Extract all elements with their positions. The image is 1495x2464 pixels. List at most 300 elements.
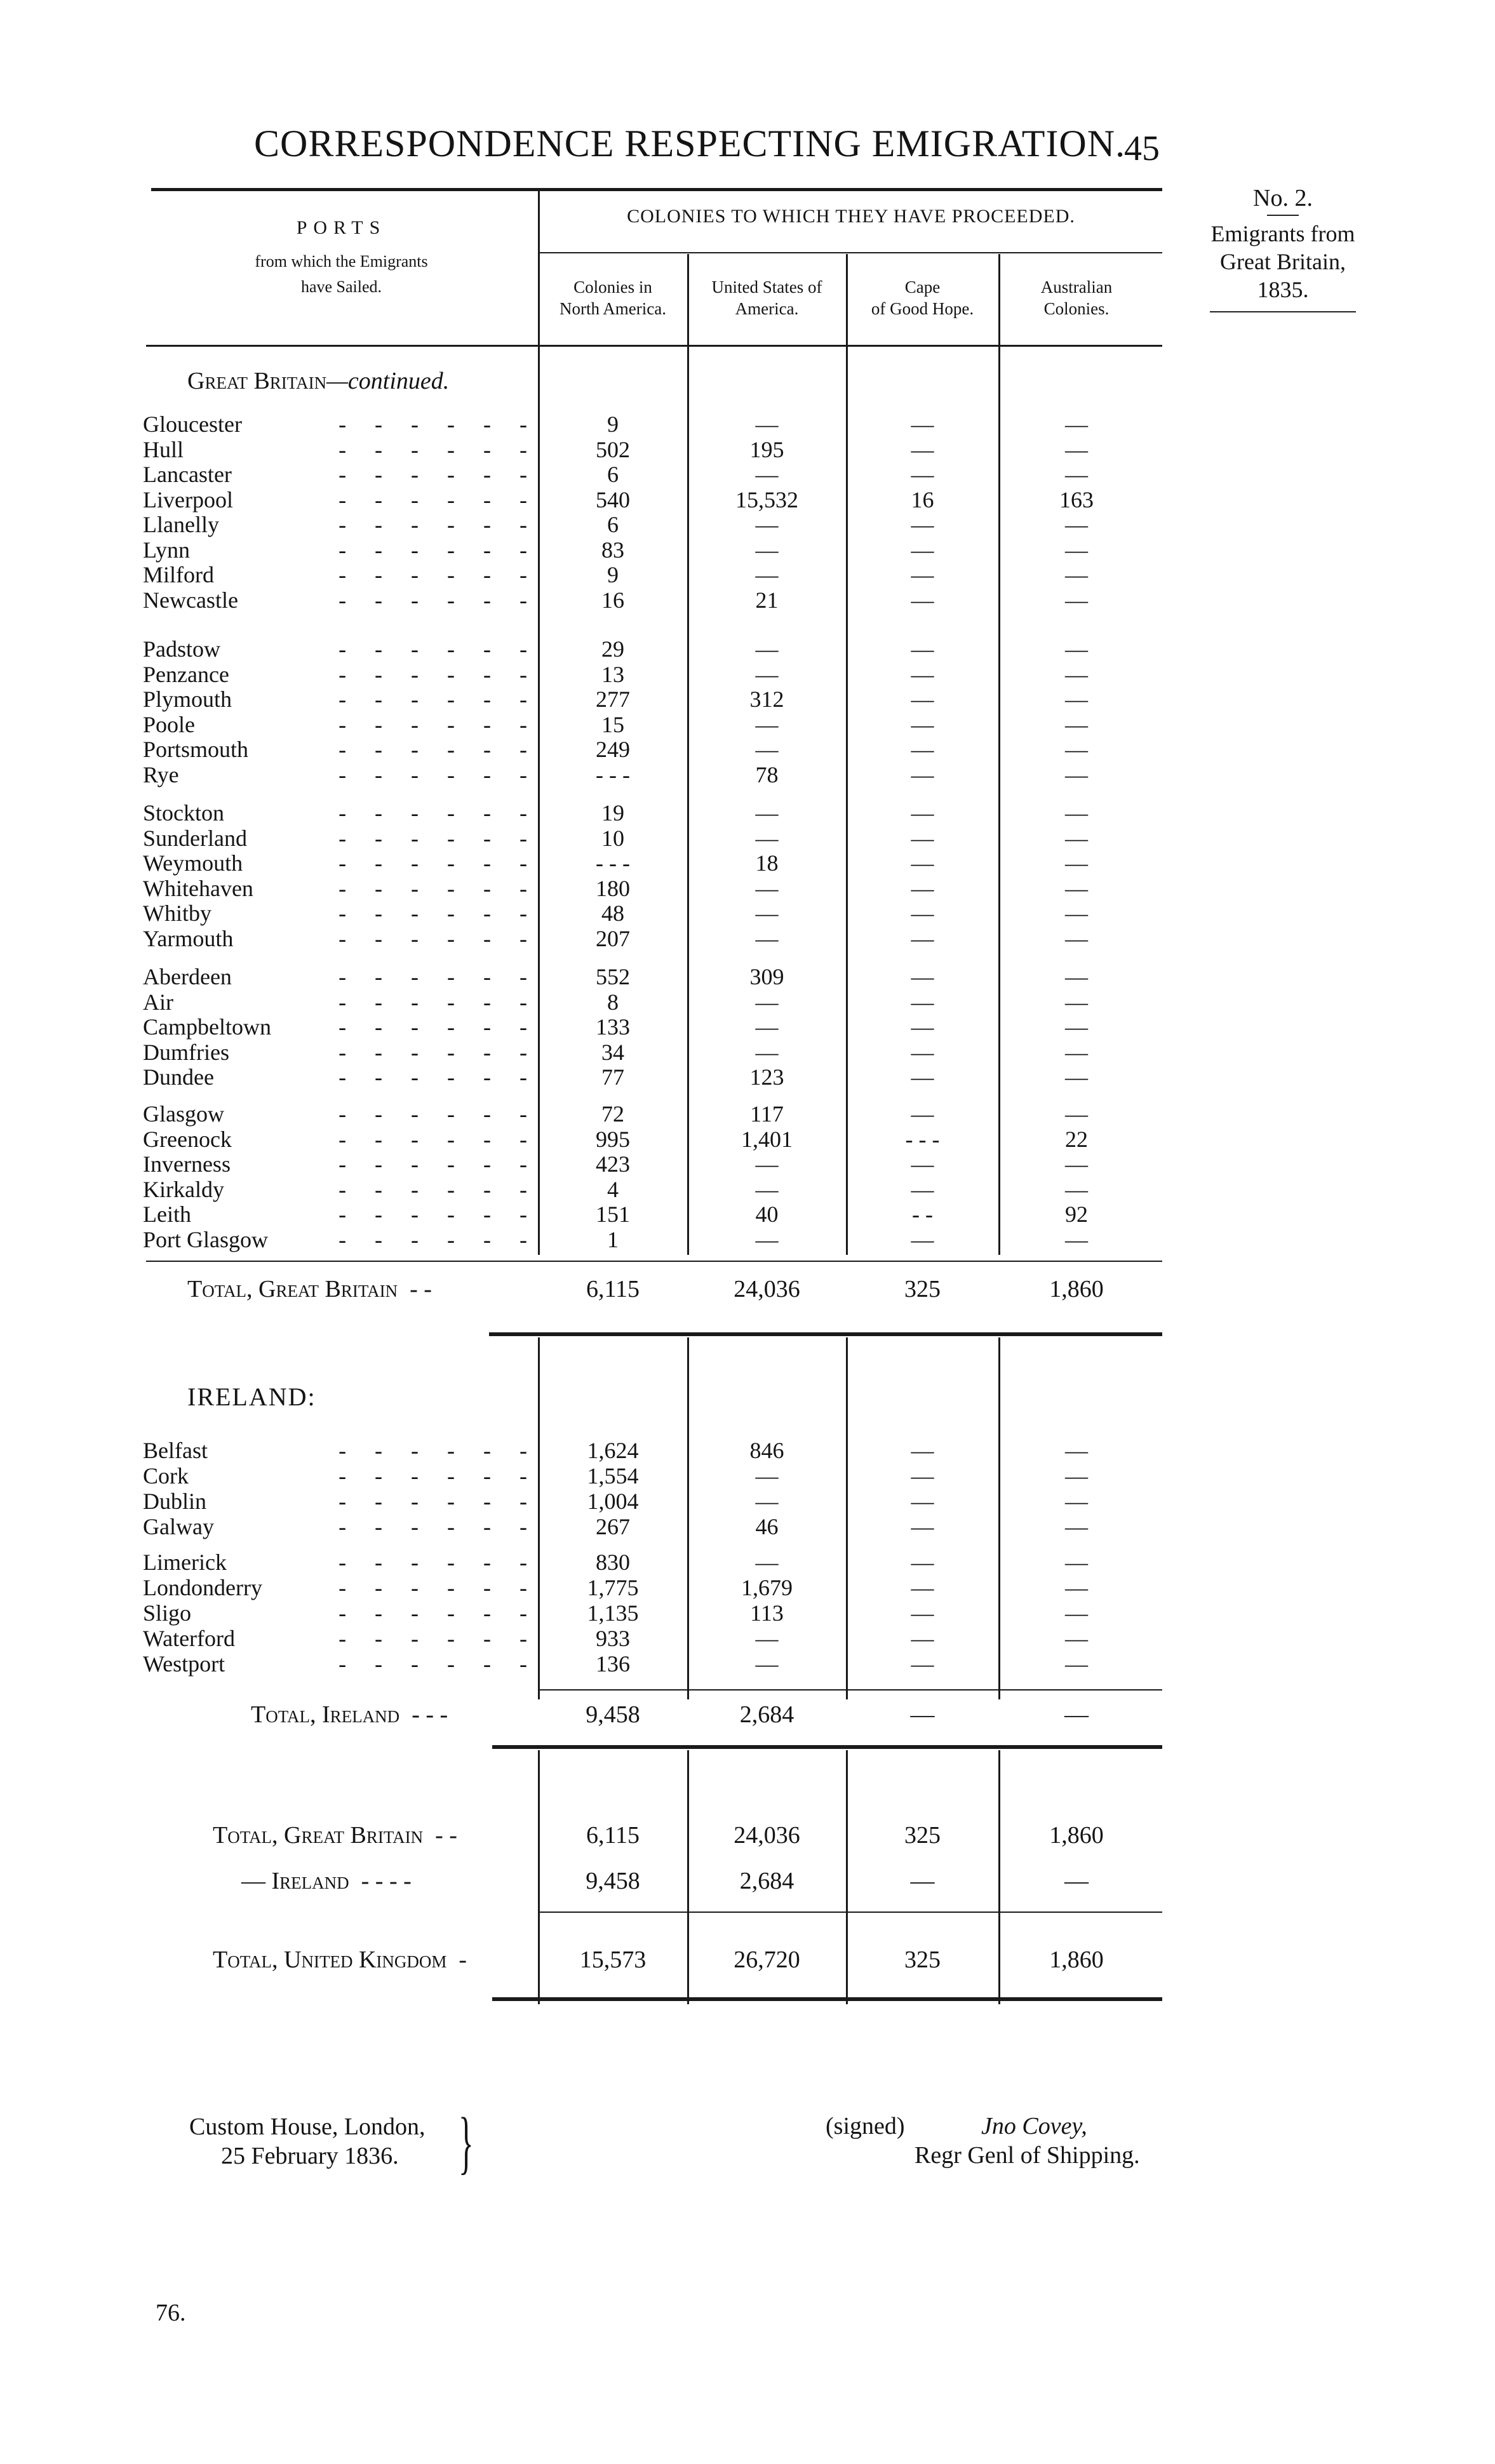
col-united-states-header bbox=[689, 277, 845, 320]
footer-place-date bbox=[189, 2112, 426, 2171]
col-cape-header-line1: Cape bbox=[904, 278, 941, 297]
ports-header bbox=[146, 216, 537, 298]
cell-north-america: 77 bbox=[601, 1064, 624, 1090]
cell-north-america: 8 bbox=[607, 989, 619, 1015]
port-name: Air bbox=[143, 989, 173, 1015]
port-name: Padstow bbox=[143, 636, 221, 662]
cell-australian: — bbox=[1065, 1176, 1088, 1202]
cell-north-america: 13 bbox=[601, 661, 624, 687]
port-name: Whitehaven bbox=[143, 875, 253, 901]
cell-australian: — bbox=[1065, 1101, 1088, 1127]
margin-note-line1: Emigrants from bbox=[1210, 221, 1355, 246]
port-name: Waterford bbox=[143, 1626, 236, 1651]
cell-north-america: 29 bbox=[601, 636, 624, 662]
cell-australian: — bbox=[1065, 800, 1088, 826]
cell-australian: 92 bbox=[1065, 1202, 1088, 1227]
cell-north-america: 1 bbox=[607, 1226, 619, 1252]
ireland-total-cape: — bbox=[910, 1701, 935, 1728]
cell-north-america: 10 bbox=[601, 825, 624, 851]
cell-north-america: 1,004 bbox=[587, 1489, 639, 1514]
cell-cape: — bbox=[911, 989, 934, 1015]
col-north-america-header bbox=[540, 277, 686, 320]
col-north-america-header-line2: North America. bbox=[560, 298, 666, 318]
cell-cape: — bbox=[911, 1626, 934, 1651]
cell-united-states: 195 bbox=[749, 436, 784, 462]
cell-north-america: 502 bbox=[596, 436, 630, 462]
leader-dots: - - - - - - bbox=[339, 436, 527, 462]
summary-ireland-label-text: — Ireland bbox=[241, 1868, 349, 1894]
gb-section-label-suffix: —continued. bbox=[326, 368, 450, 394]
gb-total-north-america: 6,115 bbox=[586, 1276, 640, 1302]
cell-north-america: 151 bbox=[596, 1202, 630, 1227]
cell-north-america: 249 bbox=[596, 737, 630, 762]
cell-north-america: 552 bbox=[596, 964, 630, 989]
port-name: Aberdeen bbox=[143, 964, 232, 989]
cell-north-america: 19 bbox=[601, 800, 624, 826]
footer-signed: (signed) bbox=[826, 2113, 905, 2139]
port-name: Gloucester bbox=[143, 412, 242, 437]
gb-row bbox=[0, 800, 1495, 826]
leader-dots: - - - - - - bbox=[339, 825, 527, 851]
port-name: Portsmouth bbox=[143, 737, 249, 762]
cell-australian: 163 bbox=[1059, 486, 1094, 512]
cell-united-states: 46 bbox=[755, 1514, 779, 1539]
ireland-row bbox=[0, 1463, 1495, 1489]
cell-australian: — bbox=[1065, 1550, 1088, 1575]
col-north-america-header-line1: Colonies in bbox=[573, 278, 652, 297]
port-name: Milford bbox=[143, 562, 214, 587]
gb-row bbox=[0, 1101, 1495, 1127]
cell-north-america: 15 bbox=[601, 711, 624, 737]
cell-australian: — bbox=[1065, 1575, 1088, 1600]
cell-cape: - - bbox=[912, 1202, 933, 1227]
cell-united-states: 40 bbox=[755, 1202, 779, 1227]
port-name: Kirkaldy bbox=[143, 1176, 224, 1202]
footer-date: 25 February 1836. bbox=[221, 2143, 399, 2169]
cell-north-america: 48 bbox=[601, 901, 624, 926]
leader-dots: - - - - - - bbox=[339, 587, 527, 613]
cell-australian: — bbox=[1065, 462, 1088, 487]
cell-cape: — bbox=[911, 901, 934, 926]
leader-dots: - - - - - - bbox=[339, 1575, 527, 1600]
gb-total-label: Total, Great Britain - - bbox=[187, 1276, 432, 1302]
gb-total-cape: 325 bbox=[904, 1276, 941, 1302]
cell-cape: — bbox=[911, 1651, 934, 1677]
cell-cape: — bbox=[911, 1064, 934, 1090]
summary-ireland-australian: — bbox=[1064, 1868, 1089, 1894]
cell-cape: — bbox=[911, 661, 934, 687]
ireland-total-label-text: Total, Ireland bbox=[251, 1701, 400, 1728]
cell-cape: — bbox=[911, 1101, 934, 1127]
cell-australian: 22 bbox=[1065, 1126, 1088, 1152]
leader-dots: - - - - - - bbox=[339, 1176, 527, 1202]
colonies-header: COLONIES TO WHICH THEY HAVE PROCEEDED. bbox=[627, 206, 1075, 227]
cell-australian: — bbox=[1065, 964, 1088, 989]
cell-united-states: — bbox=[755, 636, 779, 662]
gb-row bbox=[0, 1064, 1495, 1090]
cell-cape: — bbox=[911, 1600, 934, 1626]
summary-gb-australian: 1,860 bbox=[1049, 1822, 1104, 1849]
leader-dots: - - - - - - bbox=[339, 636, 527, 662]
cell-north-america: 830 bbox=[596, 1550, 630, 1575]
leader-dots: - - - - - - bbox=[339, 1014, 527, 1040]
gb-row bbox=[0, 462, 1495, 487]
cell-australian: — bbox=[1065, 737, 1088, 762]
ireland-total-australian: — bbox=[1064, 1701, 1089, 1728]
leader-dots: - - - - - - bbox=[339, 1626, 527, 1651]
cell-united-states: 123 bbox=[749, 1064, 784, 1090]
cell-cape: — bbox=[911, 512, 934, 537]
cell-australian: — bbox=[1065, 711, 1088, 737]
cell-north-america: 267 bbox=[596, 1514, 630, 1539]
cell-north-america: 6 bbox=[607, 462, 619, 487]
cell-united-states: — bbox=[755, 412, 779, 437]
port-name: Inverness bbox=[143, 1151, 231, 1177]
cell-united-states: — bbox=[755, 1626, 779, 1651]
cell-australian: — bbox=[1065, 1438, 1088, 1463]
summary-uk-label-text: Total, United Kingdom bbox=[213, 1946, 447, 1973]
cell-cape: — bbox=[911, 686, 934, 712]
cell-united-states: — bbox=[755, 1014, 779, 1040]
gb-row bbox=[0, 926, 1495, 951]
cell-united-states: — bbox=[755, 737, 779, 762]
port-name: Poole bbox=[143, 711, 196, 737]
summary-uk-cape: 325 bbox=[904, 1946, 941, 1973]
cell-united-states: — bbox=[755, 901, 779, 926]
cell-australian: — bbox=[1065, 1226, 1088, 1252]
cell-north-america: 4 bbox=[607, 1176, 619, 1202]
margin-note-number: No. 2. bbox=[1253, 185, 1313, 211]
port-name: Llanelly bbox=[143, 512, 219, 537]
cell-cape: — bbox=[911, 1226, 934, 1252]
summary-uk-united-states: 26,720 bbox=[734, 1946, 800, 1973]
summary-ireland-united-states: 2,684 bbox=[739, 1868, 794, 1894]
cell-united-states: 1,679 bbox=[741, 1575, 793, 1600]
leader-dots: - - - - - - bbox=[339, 1651, 527, 1677]
cell-cape: - - - bbox=[905, 1126, 940, 1152]
cell-united-states: 846 bbox=[749, 1438, 784, 1463]
port-name: Whitby bbox=[143, 901, 211, 926]
cell-united-states: — bbox=[755, 512, 779, 537]
gb-total-united-states: 24,036 bbox=[734, 1276, 800, 1302]
gb-row bbox=[0, 537, 1495, 563]
cell-cape: — bbox=[911, 537, 934, 563]
cell-australian: — bbox=[1065, 562, 1088, 587]
gb-row bbox=[0, 712, 1495, 737]
cell-australian: — bbox=[1065, 1151, 1088, 1177]
cell-united-states: 21 bbox=[755, 587, 779, 613]
cell-australian: — bbox=[1065, 436, 1088, 462]
cell-united-states: 15,532 bbox=[735, 486, 798, 512]
cell-north-america: 136 bbox=[596, 1651, 630, 1677]
cell-united-states: — bbox=[755, 537, 779, 563]
cell-australian: — bbox=[1065, 636, 1088, 662]
gb-row bbox=[0, 1151, 1495, 1177]
gb-row bbox=[0, 826, 1495, 851]
summary-uk-label: Total, United Kingdom - bbox=[213, 1946, 467, 1973]
port-name: Weymouth bbox=[143, 850, 243, 876]
port-name: Yarmouth bbox=[143, 925, 234, 951]
gb-row bbox=[0, 487, 1495, 512]
ireland-row bbox=[0, 1600, 1495, 1626]
leader-dots: - - - - - - bbox=[339, 925, 527, 951]
cell-north-america: 133 bbox=[596, 1014, 630, 1040]
cell-australian: — bbox=[1065, 761, 1088, 787]
cell-cape: — bbox=[911, 737, 934, 762]
gb-row bbox=[0, 1227, 1495, 1252]
leader-dots: - - - - - - bbox=[339, 875, 527, 901]
cell-united-states: 117 bbox=[750, 1101, 784, 1127]
port-name: Greenock bbox=[143, 1126, 232, 1152]
cell-cape: — bbox=[911, 412, 934, 437]
page-title: CORRESPONDENCE RESPECTING EMIGRATION. bbox=[254, 123, 1126, 164]
leader-dots: - - - - - - bbox=[339, 1463, 527, 1489]
ireland-section-label: IRELAND: bbox=[187, 1383, 316, 1411]
summary-gb-north-america: 6,115 bbox=[586, 1822, 640, 1849]
cell-cape: — bbox=[911, 1550, 934, 1575]
cell-united-states: 312 bbox=[749, 686, 784, 712]
cell-north-america: 16 bbox=[601, 587, 624, 613]
leader-dots: - - - - - - bbox=[339, 512, 527, 537]
gb-row bbox=[0, 636, 1495, 662]
leader-dots: - - - - - - bbox=[339, 1126, 527, 1152]
gb-row bbox=[0, 876, 1495, 901]
cell-north-america: 423 bbox=[596, 1151, 630, 1177]
page-reference: 76. bbox=[156, 2300, 186, 2326]
cell-united-states: — bbox=[755, 462, 779, 487]
cell-cape: — bbox=[911, 1151, 934, 1177]
cell-australian: — bbox=[1065, 686, 1088, 712]
cell-united-states: — bbox=[755, 925, 779, 951]
leader-dots: - - - - - - bbox=[339, 1514, 527, 1539]
cell-cape: — bbox=[911, 1014, 934, 1040]
cell-cape: — bbox=[911, 1438, 934, 1463]
cell-north-america: 83 bbox=[601, 537, 624, 563]
cell-united-states: 1,401 bbox=[741, 1126, 793, 1152]
gb-total-label-text: Total, Great Britain bbox=[187, 1276, 398, 1302]
ireland-row bbox=[0, 1438, 1495, 1463]
port-name: Dublin bbox=[143, 1489, 207, 1514]
leader-dots: - - - - - - bbox=[339, 850, 527, 876]
leader-dots: - - - - - - bbox=[339, 686, 527, 712]
cell-united-states: 309 bbox=[749, 964, 784, 989]
cell-united-states: — bbox=[755, 661, 779, 687]
cell-united-states: — bbox=[755, 711, 779, 737]
leader-dots: - - - - - - bbox=[339, 661, 527, 687]
cell-north-america: 6 bbox=[607, 512, 619, 537]
cell-australian: — bbox=[1065, 1039, 1088, 1065]
leader-dots: - - - - - - bbox=[339, 761, 527, 787]
cell-united-states: — bbox=[755, 1039, 779, 1065]
summary-ireland-north-america: 9,458 bbox=[586, 1868, 640, 1894]
port-name: Glasgow bbox=[143, 1101, 224, 1127]
gb-row bbox=[0, 1014, 1495, 1040]
gb-row bbox=[0, 762, 1495, 787]
port-name: Sligo bbox=[143, 1600, 192, 1626]
cell-cape: — bbox=[911, 636, 934, 662]
cell-north-america: 9 bbox=[607, 412, 619, 437]
gb-total-australian: 1,860 bbox=[1049, 1276, 1104, 1302]
cell-australian: — bbox=[1065, 1626, 1088, 1651]
gb-section-label-main: Great Britain bbox=[187, 368, 327, 394]
cell-australian: — bbox=[1065, 412, 1088, 437]
footer-place: Custom House, London, bbox=[189, 2113, 426, 2140]
cell-united-states: — bbox=[755, 825, 779, 851]
cell-cape: — bbox=[911, 1514, 934, 1539]
leader-dots: - - - - - - bbox=[339, 989, 527, 1015]
gb-row bbox=[0, 437, 1495, 462]
cell-australian: — bbox=[1065, 1600, 1088, 1626]
cell-united-states: 18 bbox=[755, 850, 779, 876]
port-name: Dumfries bbox=[143, 1039, 229, 1065]
leader-dots: - - - - - - bbox=[339, 1151, 527, 1177]
cell-cape: — bbox=[911, 1039, 934, 1065]
port-name: Campbeltown bbox=[143, 1014, 271, 1040]
port-name: Rye bbox=[143, 761, 179, 787]
margin-note bbox=[1200, 184, 1365, 312]
summary-gb-cape: 325 bbox=[904, 1822, 941, 1849]
summary-gb-label-text: Total, Great Britain bbox=[213, 1822, 424, 1849]
cell-australian: — bbox=[1065, 1463, 1088, 1489]
col-cape-header-line2: of Good Hope. bbox=[871, 298, 974, 318]
col-australian-header-line1: Australian bbox=[1040, 278, 1113, 297]
cell-australian: — bbox=[1065, 925, 1088, 951]
cell-north-america: 1,135 bbox=[587, 1600, 639, 1626]
col-australian-header-line2: Colonies. bbox=[1043, 298, 1110, 318]
summary-ireland-cape: — bbox=[910, 1868, 935, 1894]
leader-dots: - - - - - - bbox=[339, 462, 527, 487]
port-name: Westport bbox=[143, 1651, 225, 1677]
port-name: Galway bbox=[143, 1514, 214, 1539]
cell-australian: — bbox=[1065, 989, 1088, 1015]
cell-australian: — bbox=[1065, 1064, 1088, 1090]
leader-dots: - - - - - - bbox=[339, 1064, 527, 1090]
footer-brace: } bbox=[459, 2103, 474, 2181]
leader-dots: - - - - - - bbox=[339, 737, 527, 762]
port-name: Limerick bbox=[143, 1550, 227, 1575]
gb-row bbox=[0, 512, 1495, 537]
cell-united-states: — bbox=[755, 989, 779, 1015]
gb-row bbox=[0, 412, 1495, 437]
cell-united-states: 78 bbox=[755, 761, 779, 787]
cell-cape: — bbox=[911, 850, 934, 876]
col-australian-header bbox=[1000, 277, 1153, 320]
cell-australian: — bbox=[1065, 875, 1088, 901]
cell-north-america: 540 bbox=[596, 486, 630, 512]
cell-cape: — bbox=[911, 587, 934, 613]
ireland-total-north-america: 9,458 bbox=[586, 1701, 640, 1728]
ireland-row bbox=[0, 1651, 1495, 1677]
cell-united-states: — bbox=[755, 1550, 779, 1575]
margin-note-line2: Great Britain, bbox=[1220, 249, 1346, 274]
port-name: Leith bbox=[143, 1202, 191, 1227]
gb-row bbox=[0, 1202, 1495, 1227]
cell-cape: 16 bbox=[911, 486, 934, 512]
cell-cape: — bbox=[911, 711, 934, 737]
cell-north-america: 34 bbox=[601, 1039, 624, 1065]
cell-cape: — bbox=[911, 462, 934, 487]
cell-north-america: 1,554 bbox=[587, 1463, 639, 1489]
ports-subtitle-1: from which the Emigrants bbox=[255, 251, 428, 271]
port-name: Liverpool bbox=[143, 486, 233, 512]
cell-united-states: — bbox=[755, 1151, 779, 1177]
summary-gb-united-states: 24,036 bbox=[734, 1822, 800, 1849]
port-name: Cork bbox=[143, 1463, 189, 1489]
port-name: Hull bbox=[143, 436, 184, 462]
leader-dots: - - - - - - bbox=[339, 964, 527, 989]
cell-australian: — bbox=[1065, 587, 1088, 613]
gb-row bbox=[0, 964, 1495, 989]
cell-united-states: — bbox=[755, 1176, 779, 1202]
cell-cape: — bbox=[911, 436, 934, 462]
leader-dots: - - - - - - bbox=[339, 562, 527, 587]
cell-australian: — bbox=[1065, 537, 1088, 563]
port-name: Penzance bbox=[143, 661, 229, 687]
cell-australian: — bbox=[1065, 1514, 1088, 1539]
ireland-total-united-states: 2,684 bbox=[739, 1701, 794, 1728]
leader-dots: - - - - - - bbox=[339, 1226, 527, 1252]
cell-united-states: — bbox=[755, 1463, 779, 1489]
port-name: Lynn bbox=[143, 537, 191, 563]
col-cape-header bbox=[848, 277, 997, 320]
ireland-row bbox=[0, 1575, 1495, 1600]
cell-north-america: 72 bbox=[601, 1101, 624, 1127]
summary-ireland-label: — Ireland - - - - bbox=[241, 1868, 412, 1894]
gb-row bbox=[0, 686, 1495, 712]
cell-north-america: 277 bbox=[596, 686, 630, 712]
leader-dots: - - - - - - bbox=[339, 1438, 527, 1463]
cell-north-america: 207 bbox=[596, 925, 630, 951]
ports-title: PORTS bbox=[296, 217, 387, 238]
leader-dots: - - - - - - bbox=[339, 1101, 527, 1127]
leader-dots: - - - - - - bbox=[339, 711, 527, 737]
cell-north-america: 933 bbox=[596, 1626, 630, 1651]
port-name: Newcastle bbox=[143, 587, 238, 613]
gb-section-label bbox=[187, 367, 449, 395]
gb-row bbox=[0, 901, 1495, 926]
cell-united-states: — bbox=[755, 562, 779, 587]
summary-uk-north-america: 15,573 bbox=[579, 1946, 647, 1973]
leader-dots: - - - - - - bbox=[339, 412, 527, 437]
col-united-states-header-line1: United States of bbox=[711, 278, 822, 297]
ports-subtitle-2: have Sailed. bbox=[300, 278, 382, 296]
leader-dots: - - - - - - bbox=[339, 901, 527, 926]
cell-cape: — bbox=[911, 1176, 934, 1202]
page-number: 45 bbox=[1124, 129, 1160, 168]
gb-row bbox=[0, 562, 1495, 587]
cell-north-america: 9 bbox=[607, 562, 619, 587]
port-name: Sunderland bbox=[143, 825, 247, 851]
summary-uk-australian: 1,860 bbox=[1049, 1946, 1104, 1973]
cell-north-america: - - - bbox=[596, 850, 630, 876]
leader-dots: - - - - - - bbox=[339, 1489, 527, 1514]
leader-dots: - - - - - - bbox=[339, 800, 527, 826]
cell-united-states: — bbox=[755, 1651, 779, 1677]
gb-row bbox=[0, 850, 1495, 876]
cell-cape: — bbox=[911, 562, 934, 587]
gb-row bbox=[0, 989, 1495, 1015]
cell-cape: — bbox=[911, 1489, 934, 1514]
gb-row bbox=[0, 737, 1495, 762]
cell-united-states: 113 bbox=[750, 1600, 784, 1626]
cell-cape: — bbox=[911, 825, 934, 851]
cell-cape: — bbox=[911, 1463, 934, 1489]
port-name: Plymouth bbox=[143, 686, 232, 712]
leader-dots: - - - - - - bbox=[339, 1202, 527, 1227]
gb-row bbox=[0, 587, 1495, 613]
cell-australian: — bbox=[1065, 901, 1088, 926]
leader-dots: - - - - - - bbox=[339, 1550, 527, 1575]
